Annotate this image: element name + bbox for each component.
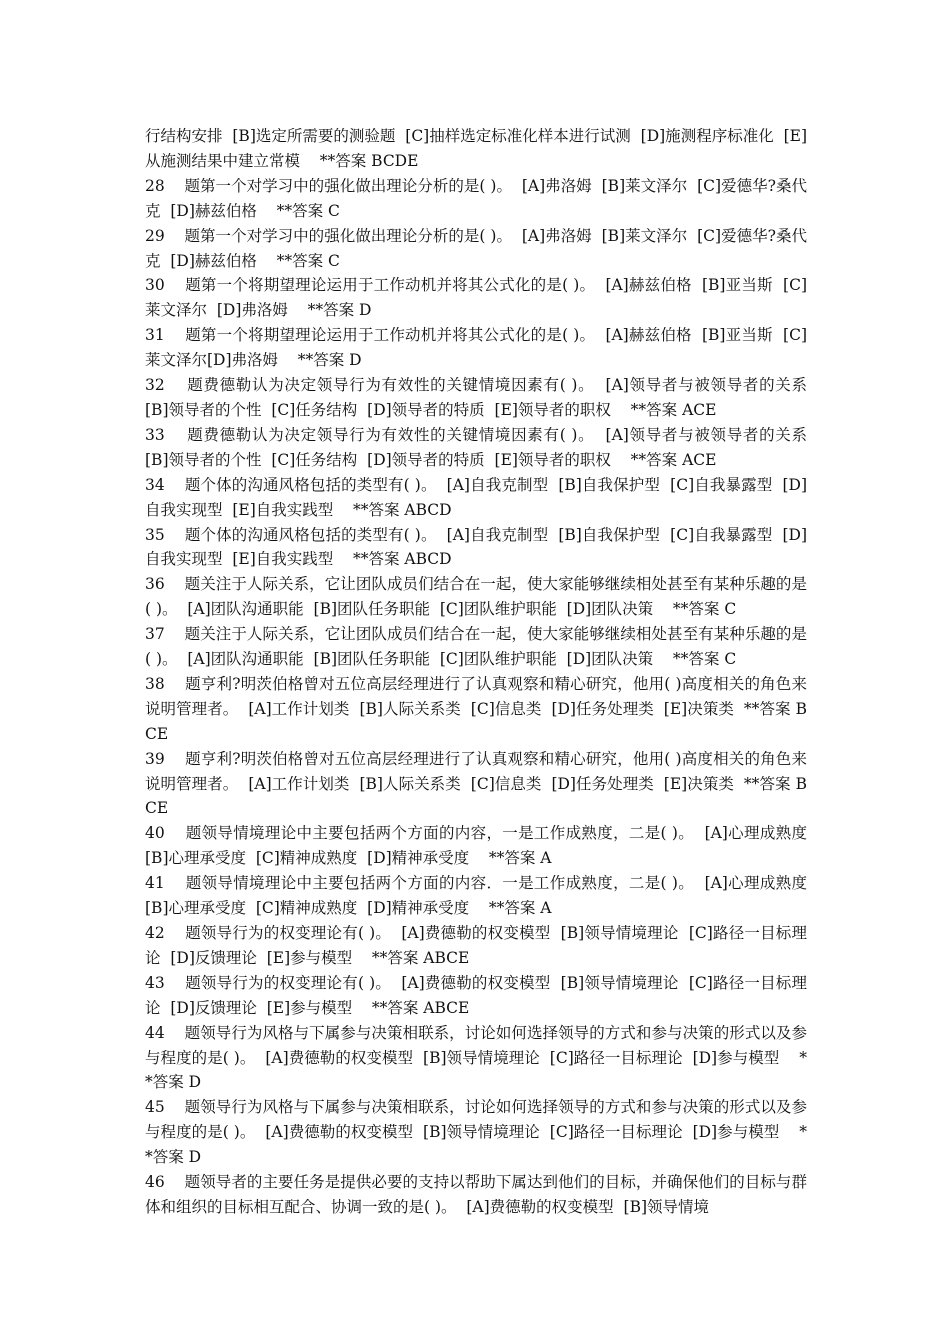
question-paragraph: 30 题第一个将期望理论运用于工作动机并将其公式化的是( )。 [A]赫兹伯格 [B]亚当斯 [C]莱文泽尔 [D]弗洛姆 **答案 D: [145, 276, 807, 320]
question-paragraph: 29 题第一个对学习中的强化做出理论分析的是( )。 [A]弗洛姆 [B]莱文泽尔 [C]爱德华?桑代克 [D]赫兹伯格 **答案 C: [145, 226, 807, 270]
question-paragraph: 33 题费德勒认为决定领导行为有效性的关键情境因素有( )。 [A]领导者与被领导者的关系 [B]领导者的个性 [C]任务结构 [D]领导者的特质 [E]领导者的职权 **答案 ACE: [145, 425, 817, 469]
question-paragraph: 34 题个体的沟通风格包括的类型有( )。 [A]自我克制型 [B]自我保护型 [C]自我暴露型 [D]自我实现型 [E]自我实践型 **答案 ABCD: [145, 475, 807, 519]
question-paragraph: 行结构安排 [B]选定所需要的测验题 [C]抽样选定标准化样本进行试测 [D]施测程序标准化 [E]从施测结果中建立常模 **答案 BCDE: [145, 127, 807, 170]
question-paragraph: 38 题亨利?明茨伯格曾对五位高层经理进行了认真观察和精心研究，他用( )高度相关的角色来说明管理者。 [A]工作计划类 [B]人际关系类 [C]信息类 [D]任务处理类 [E]决策类 **答案 BCE: [145, 674, 807, 743]
question-paragraph: 35 题个体的沟通风格包括的类型有( )。 [A]自我克制型 [B]自我保护型 [C]自我暴露型 [D]自我实现型 [E]自我实践型 **答案 ABCD: [145, 525, 807, 569]
question-paragraph: 28 题第一个对学习中的强化做出理论分析的是( )。 [A]弗洛姆 [B]莱文泽尔 [C]爱德华?桑代克 [D]赫兹伯格 **答案 C: [145, 176, 807, 220]
question-paragraph: 37 题关注于人际关系，它让团队成员们结合在一起，使大家能够继续相处甚至有某种乐趣的是( )。 [A]团队沟通职能 [B]团队任务职能 [C]团队维护职能 [D]团队决策 **答案 C: [145, 625, 807, 669]
question-paragraph: 36 题关注于人际关系，它让团队成员们结合在一起，使大家能够继续相处甚至有某种乐趣的是( )。 [A]团队沟通职能 [B]团队任务职能 [C]团队维护职能 [D]团队决策 **答案 C: [145, 575, 807, 619]
document-body: [145, 124, 817, 1220]
question-paragraph: 40 题领导情境理论中主要包括两个方面的内容，一是工作成熟度，二是( )。 [A]心理成熟度 [B]心理承受度 [C]精神成熟度 [D]精神承受度 **答案 A: [145, 824, 817, 868]
question-paragraph: 43 题领导行为的权变理论有( )。 [A]费德勒的权变模型 [B]领导情境理论 [C]路径一目标理论 [D]反馈理论 [E]参与模型 **答案 ABCE: [145, 973, 807, 1017]
question-paragraph: 32 题费德勒认为决定领导行为有效性的关键情境因素有( )。 [A]领导者与被领导者的关系 [B]领导者的个性 [C]任务结构 [D]领导者的特质 [E]领导者的职权 **答案 ACE: [145, 376, 817, 419]
question-paragraph: 39 题亨利?明茨伯格曾对五位高层经理进行了认真观察和精心研究，他用( )高度相关的角色来说明管理者。 [A]工作计划类 [B]人际关系类 [C]信息类 [D]任务处理类 [E]决策类 **答案 BCE: [145, 749, 807, 818]
question-paragraph: 45 题领导行为风格与下属参与决策相联系，讨论如何选择领导的方式和参与决策的形式以及参与程度的是( )。 [A]费德勒的权变模型 [B]领导情境理论 [C]路径一目标理论 [D]参与模型 **答案 D: [145, 1098, 807, 1167]
question-paragraph: 44 题领导行为风格与下属参与决策相联系，讨论如何选择领导的方式和参与决策的形式以及参与程度的是( )。 [A]费德勒的权变模型 [B]领导情境理论 [C]路径一目标理论 [D]参与模型 **答案 D: [145, 1023, 807, 1092]
question-paragraph: 42 题领导行为的权变理论有( )。 [A]费德勒的权变模型 [B]领导情境理论 [C]路径一目标理论 [D]反馈理论 [E]参与模型 **答案 ABCE: [145, 924, 807, 967]
question-paragraph: 31 题第一个将期望理论运用于工作动机并将其公式化的是( )。 [A]赫兹伯格 [B]亚当斯 [C]莱文泽尔[D]弗洛姆 **答案 D: [145, 326, 807, 370]
question-paragraph: 41 题领导情境理论中主要包括两个方面的内容．一是工作成熟度，二是( )。 [A]心理成熟度 [B]心理承受度 [C]精神成熟度 [D]精神承受度 **答案 A: [145, 874, 817, 918]
question-paragraph: 46 题领导者的主要任务是提供必要的支持以帮助下属达到他们的目标，并确保他们的目标与群体和组织的目标相互配合、协调一致的是( )。 [A]费德勒的权变模型 [B]领导情境: [145, 1173, 807, 1216]
